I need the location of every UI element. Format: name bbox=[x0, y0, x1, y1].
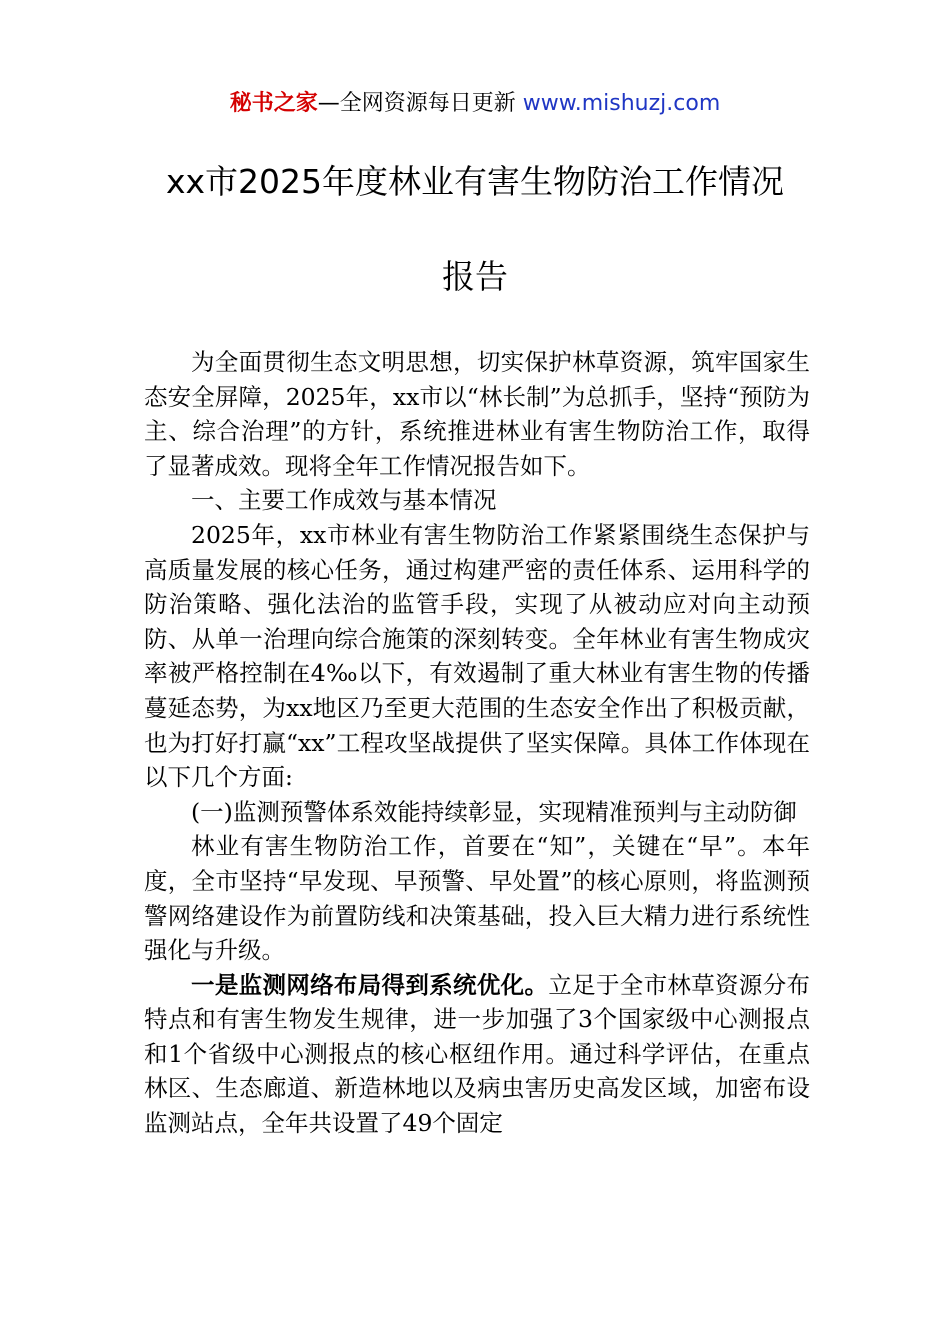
network-paragraph bbox=[144, 968, 810, 1141]
document-body bbox=[144, 345, 810, 1141]
site-tagline: —全网资源每日更新 bbox=[317, 91, 523, 116]
section-heading-1: 一、主要工作成效与基本情况 bbox=[191, 486, 497, 515]
overview-paragraph: 2025年，xx市林业有害生物防治工作紧紧围绕生态保护与高质量发展的核心任务，通过构建严密的责任体系、运用科学的防治策略、强化法治的监管手段，实现了从被动应对向主动预防、从单一治理向综合施策的深刻转变。全年林业有害生物成灾率被严格控制在4‰以下，有效遏制了重大林业有害生物的传播蔓延态势，为xx地区乃至更大范围的生态安全作出了积极贡献，也为打好打赢“xx”工程攻坚战提供了坚实保障。具体工作体现在以下几个方面: bbox=[144, 520, 810, 792]
site-url-link[interactable]: www.mishuzj.com bbox=[522, 91, 721, 116]
network-paragraph-lead: 一是监测网络布局得到系统优化。 bbox=[191, 970, 549, 999]
network-paragraph-text: 立足于全市林草资源分布特点和有害生物发生规律，进一步加强了3个国家级中心测报点和1个省级中心测报点的核心枢纽作用。通过科学评估，在重点林区、生态廊道、新造林地以及病虫害历史高发区域，加密布设监测站点，全年共设置了49个固定 bbox=[144, 970, 811, 1138]
site-brand: 秘书之家 bbox=[229, 91, 318, 116]
site-header bbox=[0, 88, 950, 120]
document-title-line-2: 报告 bbox=[442, 257, 508, 296]
intro-paragraph: 为全面贯彻生态文明思想，切实保护林草资源，筑牢国家生态安全屏障，2025年，xx市以“林长制”为总抓手，坚持“预防为主、综合治理”的方针，系统推进林业有害生物防治工作，取得了显著成效。现将全年工作情况报告如下。 bbox=[144, 348, 810, 480]
document-title-line-1: xx市2025年度林业有害生物防治工作情况 bbox=[165, 162, 785, 201]
subsection-heading-1: (一)监测预警体系效能持续彰显，实现精准预判与主动防御 bbox=[191, 797, 797, 826]
monitoring-paragraph: 林业有害生物防治工作，首要在“知”，关键在“早”。本年度，全市坚持“早发现、早预警、早处置”的核心原则，将监测预警网络建设作为前置防线和决策基础，投入巨大精力进行系统性强化与升级。 bbox=[144, 832, 810, 965]
